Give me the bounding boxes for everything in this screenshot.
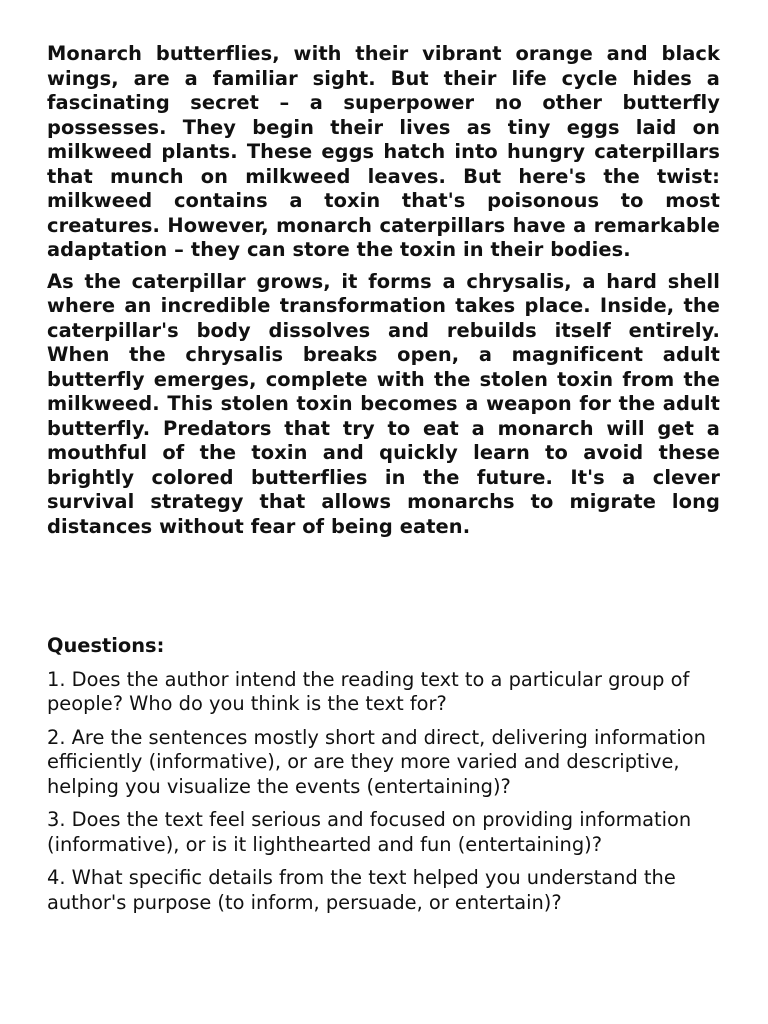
question-item: 1. Does the author intend the reading text to a particular group of people? Who do you think is the text for? <box>47 667 690 715</box>
questions-section <box>47 634 720 915</box>
question-item: 4. What specific details from the text helped you understand the author's purpose (to inform, persuade, or entertain)? <box>47 866 676 914</box>
passage-paragraph: As the caterpillar grows, it forms a chrysalis, a hard shell where an incredible transformation takes place. Inside, the caterpillar's body dissolves and rebuilds itself entirely. When the chrysalis breaks open, a magnificent adult butterfly emerges, complete with the stolen toxin from the milkweed. This stolen toxin becomes a weapon for the adult butterfly. Predators that try to eat a monarch will get a mouthful of the toxin and quickly learn to avoid these brightly colored butterflies in the future. It's a clever survival strategy that allows monarchs to migrate long distances without fear of being eaten. <box>47 269 720 538</box>
passage-paragraph: Monarch butterflies, with their vibrant orange and black wings, are a familiar sight. But their life cycle hides a fascinating secret – a superpower no other butterfly possesses. They begin their lives as tiny eggs laid on milkweed plants. These eggs hatch into hungry caterpillars that munch on milkweed leaves. But here's the twist: milkweed contains a toxin that's poisonous to most creatures. However, monarch caterpillars have a remarkable adaptation – they can store the toxin in their bodies. <box>47 42 720 261</box>
document-page <box>47 42 720 924</box>
questions-heading: Questions: <box>47 634 165 657</box>
section-spacer <box>47 546 720 634</box>
question-item: 3. Does the text feel serious and focused on providing information (informative), or is it lighthearted and fun (entertaining)? <box>47 808 692 856</box>
question-item: 2. Are the sentences mostly short and direct, delivering information efficiently (informative), or are they more varied and descriptive, helping you visualize the events (entertaining)? <box>47 725 706 798</box>
reading-passage <box>47 42 720 539</box>
